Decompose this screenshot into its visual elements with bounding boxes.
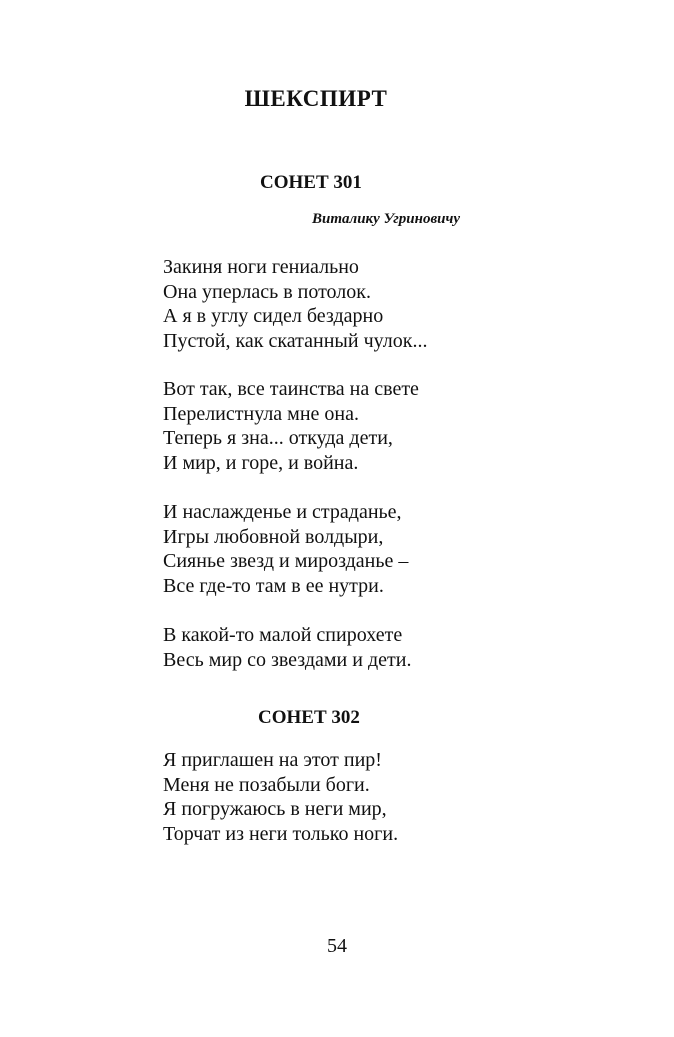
page-number: 54 <box>327 935 347 957</box>
verse-line: И мир, и горе, и война. <box>163 451 359 474</box>
verse-line: Весь мир со звездами и дети. <box>163 648 412 671</box>
stanza <box>163 748 398 846</box>
verse-line: Сиянье звезд и мирозданье – <box>163 550 409 572</box>
sonnet-title: СОНЕТ 302 <box>258 707 360 728</box>
verse-line: В какой-то малой спирохете <box>163 624 403 646</box>
verse-line: Вот так, все таинства на свете <box>163 378 419 400</box>
verse-line: Она уперлась в потолок. <box>163 280 371 303</box>
verse-line: Все где-то там в ее нутри. <box>163 574 384 597</box>
verse-line: Пустой, как скатанный чулок... <box>163 329 428 352</box>
verse-line: Меня не позабыли боги. <box>163 773 370 796</box>
chapter-title: ШЕКСПИРТ <box>244 86 388 111</box>
verse-line: Торчат из неги только ноги. <box>163 822 399 845</box>
verse-line: Теперь я зна... откуда дети, <box>163 427 393 449</box>
verse-line: А я в углу сидел бездарно <box>163 305 384 327</box>
verse-line: Перелистнула мне она. <box>163 402 359 425</box>
stanza <box>163 377 419 475</box>
stanza <box>163 500 408 598</box>
dedication: Виталику Угриновичу <box>312 211 461 227</box>
verse-line: Игры любовной волдыри, <box>163 525 384 548</box>
verse-line: Я погружаюсь в неги мир, <box>163 798 387 820</box>
verse-line: Закиня ноги гениально <box>163 256 359 278</box>
verse-line: Я приглашен на этот пир! <box>163 749 382 771</box>
stanza <box>163 255 427 353</box>
stanza <box>163 623 411 672</box>
sonnet-title: СОНЕТ 301 <box>260 172 362 193</box>
verse-line: И наслажденье и страданье, <box>163 501 402 523</box>
